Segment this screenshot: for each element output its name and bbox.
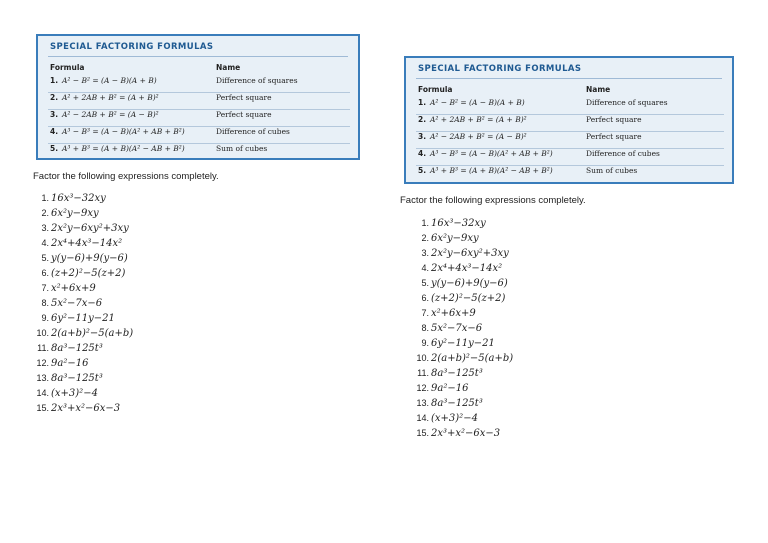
- exercise-item: [34, 371, 103, 386]
- row-number: 4.: [418, 149, 427, 158]
- exercise-item: [34, 296, 103, 311]
- formula-text: A² − 2AB + B² = (A − B)²: [62, 110, 159, 119]
- exercise-number: 7.: [41, 283, 49, 293]
- exercise-number: 6.: [41, 268, 49, 278]
- exercise-expression: 8a³−125t³: [431, 398, 483, 409]
- exercise-expression: y(y−6)+9(y−6): [51, 253, 128, 264]
- formula-row: [50, 76, 350, 93]
- formula-name: Perfect square: [586, 115, 642, 124]
- formula-row: [418, 149, 724, 166]
- exercise-number: 11.: [417, 368, 429, 378]
- exercise-number: 8.: [41, 298, 49, 308]
- formula-name: Perfect square: [216, 93, 272, 102]
- exercise-item: [414, 351, 514, 366]
- formula-row: [50, 93, 350, 110]
- exercise-expression: x²+6x+9: [431, 308, 476, 319]
- exercise-item: [34, 386, 98, 401]
- box-title: SPECIAL FACTORING FORMULAS: [418, 64, 582, 74]
- exercise-number: 5.: [41, 253, 49, 263]
- exercise-expression: (z+2)²−5(z+2): [431, 293, 506, 304]
- formula-name: Difference of squares: [586, 98, 668, 107]
- exercise-expression: 6y²−11y−21: [431, 338, 495, 349]
- formula-row: [418, 132, 724, 149]
- worksheet-right: [384, 0, 768, 543]
- exercise-number: 1.: [421, 218, 429, 228]
- exercise-expression: 16x³−32xy: [51, 193, 106, 204]
- exercise-item: [414, 321, 483, 336]
- exercise-number: 3.: [41, 223, 49, 233]
- exercise-number: 11.: [37, 343, 49, 353]
- exercise-item: [34, 311, 115, 326]
- exercise-expression: 5x²−7x−6: [51, 298, 103, 309]
- exercise-item: [34, 251, 128, 266]
- formula-box: [404, 56, 734, 184]
- exercise-expression: (x+3)²−4: [51, 388, 98, 399]
- exercise-expression: 6x²y−9xy: [51, 208, 99, 219]
- exercise-number: 2.: [421, 233, 429, 243]
- exercise-expression: y(y−6)+9(y−6): [431, 278, 508, 289]
- exercise-expression: 16x³−32xy: [431, 218, 486, 229]
- exercise-item: [34, 206, 99, 221]
- title-rule: [48, 56, 348, 57]
- row-number: 5.: [50, 144, 59, 153]
- formula-text: A² + 2AB + B² = (A + B)²: [430, 115, 527, 124]
- col-name-header: Name: [216, 63, 241, 72]
- formula-text: A² + 2AB + B² = (A + B)²: [62, 93, 159, 102]
- exercise-item: [414, 396, 483, 411]
- exercise-number: 7.: [421, 308, 429, 318]
- row-number: 5.: [418, 166, 427, 175]
- exercise-expression: (x+3)²−4: [431, 413, 478, 424]
- formula-text: A² − B² = (A − B)(A + B): [62, 76, 157, 85]
- instructions: Factor the following expressions completely.: [400, 195, 586, 206]
- formula-name: Difference of cubes: [216, 127, 290, 136]
- exercise-item: [414, 276, 508, 291]
- exercise-expression: 8a³−125t³: [51, 373, 103, 384]
- exercise-item: [414, 426, 501, 441]
- exercise-number: 8.: [421, 323, 429, 333]
- exercise-number: 15.: [416, 428, 429, 438]
- col-formula-header: Formula: [418, 85, 453, 94]
- exercise-number: 13.: [416, 398, 429, 408]
- exercise-number: 14.: [36, 388, 49, 398]
- row-number: 4.: [50, 127, 59, 136]
- exercise-expression: 6y²−11y−21: [51, 313, 115, 324]
- exercise-number: 2.: [41, 208, 49, 218]
- title-rule: [416, 78, 722, 79]
- exercise-item: [414, 336, 495, 351]
- exercise-item: [414, 216, 486, 231]
- exercise-expression: x²+6x+9: [51, 283, 96, 294]
- formula-text: A² − B² = (A − B)(A + B): [430, 98, 525, 107]
- exercise-expression: 2x⁴+4x³−14x²: [51, 238, 123, 249]
- formula-name: Difference of squares: [216, 76, 298, 85]
- exercise-expression: 9a²−16: [51, 358, 89, 369]
- exercise-item: [414, 231, 479, 246]
- exercise-number: 12.: [416, 383, 429, 393]
- exercise-item: [34, 341, 103, 356]
- exercise-item: [34, 236, 123, 251]
- exercise-item: [414, 246, 509, 261]
- formula-text: A³ − B³ = (A − B)(A² + AB + B²): [430, 149, 553, 158]
- exercise-item: [34, 266, 126, 281]
- exercise-item: [414, 306, 476, 321]
- formula-text: A² − 2AB + B² = (A − B)²: [430, 132, 527, 141]
- exercise-expression: 2x³+x²−6x−3: [51, 403, 121, 414]
- exercise-item: [34, 191, 106, 206]
- instructions: Factor the following expressions completely.: [33, 171, 219, 182]
- exercise-number: 1.: [41, 193, 49, 203]
- row-number: 2.: [418, 115, 427, 124]
- exercise-item: [414, 366, 483, 381]
- exercise-number: 14.: [416, 413, 429, 423]
- col-name-header: Name: [586, 85, 611, 94]
- exercise-item: [34, 281, 96, 296]
- exercise-number: 9.: [41, 313, 49, 323]
- exercise-expression: 6x²y−9xy: [431, 233, 479, 244]
- formula-row: [418, 115, 724, 132]
- exercise-item: [414, 381, 469, 396]
- exercise-number: 10.: [36, 328, 49, 338]
- exercise-number: 12.: [36, 358, 49, 368]
- exercise-expression: 8a³−125t³: [51, 343, 103, 354]
- exercise-item: [34, 326, 134, 341]
- exercise-number: 15.: [36, 403, 49, 413]
- row-number: 3.: [50, 110, 59, 119]
- exercise-item: [34, 221, 129, 236]
- formula-name: Sum of cubes: [216, 144, 268, 153]
- exercise-number: 6.: [421, 293, 429, 303]
- formula-name: Perfect square: [586, 132, 642, 141]
- exercise-expression: 2(a+b)²−5(a+b): [51, 328, 134, 339]
- exercise-number: 13.: [36, 373, 49, 383]
- exercise-item: [414, 291, 506, 306]
- row-number: 1.: [418, 98, 427, 107]
- formula-row: [418, 98, 724, 115]
- exercise-expression: 9a²−16: [431, 383, 469, 394]
- exercise-list: [414, 216, 514, 441]
- exercise-expression: 2x²y−6xy²+3xy: [431, 248, 509, 259]
- formula-row: [50, 127, 350, 144]
- row-number: 2.: [50, 93, 59, 102]
- exercise-list: [34, 191, 134, 416]
- exercise-expression: 2x⁴+4x³−14x²: [431, 263, 503, 274]
- formula-row: [50, 144, 350, 161]
- formula-box: [36, 34, 360, 160]
- exercise-expression: (z+2)²−5(z+2): [51, 268, 126, 279]
- exercise-number: 4.: [421, 263, 429, 273]
- exercise-item: [34, 401, 121, 416]
- exercise-expression: 2x³+x²−6x−3: [431, 428, 501, 439]
- formula-text: A³ + B³ = (A + B)(A² − AB + B²): [430, 166, 553, 175]
- formula-text: A³ − B³ = (A − B)(A² + AB + B²): [62, 127, 185, 136]
- exercise-number: 9.: [421, 338, 429, 348]
- exercise-item: [414, 261, 503, 276]
- exercise-number: 4.: [41, 238, 49, 248]
- exercise-expression: 8a³−125t³: [431, 368, 483, 379]
- formula-name: Sum of cubes: [586, 166, 638, 175]
- box-title: SPECIAL FACTORING FORMULAS: [50, 42, 214, 52]
- col-formula-header: Formula: [50, 63, 85, 72]
- formula-name: Difference of cubes: [586, 149, 660, 158]
- exercise-expression: 2x²y−6xy²+3xy: [51, 223, 129, 234]
- formula-text: A³ + B³ = (A + B)(A² − AB + B²): [62, 144, 185, 153]
- formula-row: [50, 110, 350, 127]
- exercise-number: 3.: [421, 248, 429, 258]
- exercise-number: 10.: [416, 353, 429, 363]
- formula-row: [418, 166, 724, 183]
- row-number: 1.: [50, 76, 59, 85]
- exercise-expression: 5x²−7x−6: [431, 323, 483, 334]
- exercise-expression: 2(a+b)²−5(a+b): [431, 353, 514, 364]
- exercise-item: [414, 411, 478, 426]
- row-number: 3.: [418, 132, 427, 141]
- exercise-item: [34, 356, 89, 371]
- exercise-number: 5.: [421, 278, 429, 288]
- formula-name: Perfect square: [216, 110, 272, 119]
